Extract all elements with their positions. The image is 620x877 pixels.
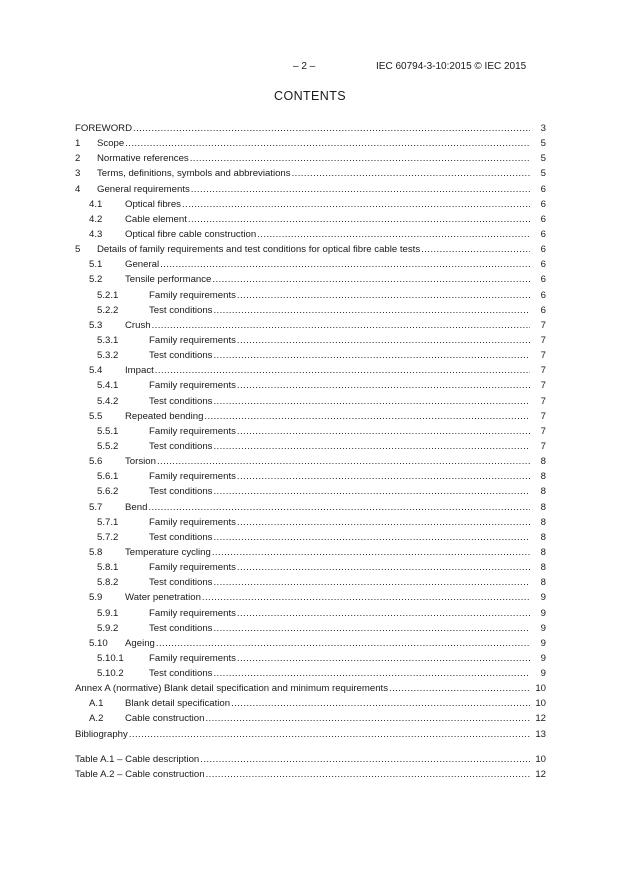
toc-entry-page: 10 bbox=[535, 698, 546, 710]
toc-entry-number: 4 bbox=[75, 183, 81, 195]
toc-entry-label: Repeated bending bbox=[125, 410, 204, 422]
toc-entry[interactable] bbox=[75, 681, 546, 696]
toc-entry-text bbox=[75, 681, 530, 696]
toc-entry-label: Family requirements bbox=[149, 334, 236, 346]
toc-entry-page: 3 bbox=[540, 123, 546, 134]
dot-leader bbox=[125, 136, 530, 151]
toc-entry[interactable] bbox=[75, 636, 546, 651]
toc-entry-number: 5.4 bbox=[89, 365, 103, 377]
toc-entry-label: Table A.2 – Cable construction bbox=[75, 768, 205, 780]
toc-entry-text bbox=[75, 257, 530, 272]
toc-entry-text bbox=[75, 469, 530, 484]
list-of-tables bbox=[75, 752, 546, 782]
dot-leader bbox=[204, 409, 530, 424]
dot-leader bbox=[237, 333, 530, 348]
toc-entry-number: 5.7 bbox=[89, 501, 103, 513]
toc-entry-label: Optical fibre cable construction bbox=[125, 228, 257, 240]
toc-entry-text bbox=[75, 484, 530, 499]
toc-entry-number: 5.5.1 bbox=[97, 425, 119, 437]
toc-entry-number: 5.1 bbox=[89, 259, 103, 271]
toc-entry[interactable] bbox=[75, 666, 546, 681]
toc-entry-number: 5.7.2 bbox=[97, 531, 119, 543]
toc-entry-number: 4.2 bbox=[89, 213, 103, 225]
toc-entry[interactable] bbox=[75, 288, 546, 303]
toc-entry-text bbox=[75, 727, 530, 742]
toc-entry-page: 6 bbox=[540, 213, 546, 225]
toc-entry-text bbox=[75, 621, 530, 636]
toc-entry[interactable] bbox=[75, 197, 546, 212]
toc-entry-page: 6 bbox=[540, 304, 546, 316]
toc-entry-number: 5.3.2 bbox=[97, 350, 119, 362]
toc-entry[interactable] bbox=[75, 333, 546, 348]
toc-entry-page: 7 bbox=[540, 365, 546, 377]
toc-entry[interactable] bbox=[75, 530, 546, 545]
toc-entry-page: 9 bbox=[540, 622, 546, 634]
toc-entry[interactable] bbox=[75, 212, 546, 227]
dot-leader bbox=[237, 469, 530, 484]
toc-entry-label: Test conditions bbox=[149, 486, 213, 498]
dot-leader bbox=[213, 666, 530, 681]
toc-entry-text bbox=[75, 575, 530, 590]
toc-entry-page: 8 bbox=[540, 577, 546, 589]
toc-entry-number: 5.6 bbox=[89, 456, 103, 468]
toc-entry-number: 1 bbox=[75, 138, 81, 150]
toc-entry-label: Torsion bbox=[125, 456, 156, 468]
toc-entry-page: 6 bbox=[540, 274, 546, 286]
dot-leader bbox=[292, 166, 530, 181]
toc-entry[interactable] bbox=[75, 696, 546, 711]
toc-entry-text bbox=[75, 121, 530, 136]
toc-entry-text bbox=[75, 500, 530, 515]
toc-entry-label: Test conditions bbox=[149, 531, 213, 543]
toc-entry-text bbox=[75, 151, 530, 166]
toc-entry-label: FOREWORD bbox=[75, 123, 133, 134]
toc-entry[interactable] bbox=[75, 394, 546, 409]
toc-entry-text bbox=[75, 303, 530, 318]
toc-entry-number: A.2 bbox=[89, 713, 104, 725]
toc-entry-page: 8 bbox=[540, 471, 546, 483]
toc-entry[interactable] bbox=[75, 727, 546, 742]
toc-entry-number: 5.10 bbox=[89, 637, 108, 649]
dot-leader bbox=[213, 348, 530, 363]
toc-entry-page: 7 bbox=[540, 410, 546, 422]
dot-leader bbox=[213, 530, 530, 545]
toc-entry[interactable] bbox=[75, 752, 546, 767]
toc-entry[interactable] bbox=[75, 348, 546, 363]
toc-entry-page: 10 bbox=[535, 753, 546, 765]
toc-entry-label: Family requirements bbox=[149, 652, 236, 664]
dot-leader bbox=[212, 272, 530, 287]
toc-entry-page: 6 bbox=[540, 289, 546, 301]
toc-entry-text bbox=[75, 242, 530, 257]
toc-entry-label: Test conditions bbox=[149, 395, 213, 407]
toc-entry-label: Family requirements bbox=[149, 471, 236, 483]
toc-entry[interactable] bbox=[75, 545, 546, 560]
toc-entry-text bbox=[75, 409, 530, 424]
toc-entry[interactable] bbox=[75, 303, 546, 318]
toc-entry-text bbox=[75, 272, 530, 287]
toc-entry-text bbox=[75, 767, 530, 782]
toc-entry-number: 5.2.2 bbox=[97, 304, 119, 316]
toc-entry[interactable] bbox=[75, 767, 546, 782]
toc-entry-number: 5.5 bbox=[89, 410, 103, 422]
toc-entry[interactable] bbox=[75, 318, 546, 333]
toc-entry[interactable] bbox=[75, 136, 546, 151]
toc-entry-label: Blank detail specification bbox=[125, 698, 231, 710]
toc-entry-label: Test conditions bbox=[149, 440, 213, 452]
page-title: CONTENTS bbox=[274, 89, 346, 103]
toc-entry-text bbox=[75, 394, 530, 409]
toc-entry-page: 6 bbox=[540, 259, 546, 271]
toc-entry-text bbox=[75, 696, 530, 711]
toc-entry-text bbox=[75, 666, 530, 681]
toc-entry-label: Family requirements bbox=[149, 425, 236, 437]
toc-entry[interactable] bbox=[75, 227, 546, 242]
toc-entry-label: Test conditions bbox=[149, 304, 213, 316]
toc-entry-number: 2 bbox=[75, 153, 81, 165]
toc-entry-page: 8 bbox=[540, 546, 546, 558]
toc-entry-number: 5.2.1 bbox=[97, 289, 119, 301]
toc-entry-text bbox=[75, 606, 530, 621]
toc-entry-page: 6 bbox=[540, 244, 546, 256]
toc-entry-label: Bibliography bbox=[75, 728, 128, 740]
toc-entry-page: 7 bbox=[540, 350, 546, 362]
toc-entry-label: Scope bbox=[97, 138, 125, 150]
dot-leader bbox=[182, 197, 530, 212]
dot-leader bbox=[257, 227, 530, 242]
toc-entry-page: 7 bbox=[540, 319, 546, 331]
toc-entry-text bbox=[75, 636, 530, 651]
toc-entry-text bbox=[75, 197, 530, 212]
toc-entry-number: 5.6.1 bbox=[97, 471, 119, 483]
toc-entry-label: Cable construction bbox=[125, 713, 205, 725]
toc-entry-number: 5.10.2 bbox=[97, 668, 124, 680]
toc-entry-label: Details of family requirements and test conditions for optical fibre cable tests bbox=[97, 244, 421, 256]
toc-entry-number: 5 bbox=[75, 244, 81, 256]
toc-entry[interactable] bbox=[75, 409, 546, 424]
toc-entry[interactable] bbox=[75, 182, 546, 197]
toc-entry-label: Tensile performance bbox=[125, 274, 212, 286]
toc-entry-label: Test conditions bbox=[149, 622, 213, 634]
toc-entry-text bbox=[75, 288, 530, 303]
toc-entry-label: Cable element bbox=[125, 213, 187, 225]
toc-entry-label: Crush bbox=[125, 319, 151, 331]
toc-entry[interactable] bbox=[75, 500, 546, 515]
toc-entry-text bbox=[75, 378, 530, 393]
dot-leader bbox=[213, 439, 530, 454]
dot-leader bbox=[160, 257, 530, 272]
toc-entry-text bbox=[75, 530, 530, 545]
toc-entry[interactable] bbox=[75, 166, 546, 181]
dot-leader bbox=[421, 242, 530, 257]
toc-entry[interactable] bbox=[75, 439, 546, 454]
toc-entry-page: 5 bbox=[540, 168, 546, 180]
toc-entry-text bbox=[75, 711, 530, 726]
dot-leader bbox=[237, 515, 530, 530]
toc-entry-label: Normative references bbox=[97, 153, 189, 165]
toc-entry[interactable] bbox=[75, 606, 546, 621]
dot-leader bbox=[133, 121, 530, 136]
toc-entry-label: Family requirements bbox=[149, 562, 236, 574]
toc-entry-label: Temperature cycling bbox=[125, 546, 211, 558]
dot-leader bbox=[188, 212, 530, 227]
toc-entry-page: 12 bbox=[535, 768, 546, 780]
dot-leader bbox=[155, 363, 530, 378]
toc-entry-number: 5.2 bbox=[89, 274, 103, 286]
dot-leader bbox=[129, 727, 530, 742]
toc-entry-page: 8 bbox=[540, 456, 546, 468]
dot-leader bbox=[200, 752, 530, 767]
dot-leader bbox=[237, 288, 530, 303]
toc-entry-label: Test conditions bbox=[149, 350, 213, 362]
toc-entry-label: Terms, definitions, symbols and abbreviations bbox=[97, 168, 291, 180]
dot-leader bbox=[389, 681, 530, 696]
toc-entry-number: 5.3.1 bbox=[97, 334, 119, 346]
toc-entry-number: 5.8.1 bbox=[97, 562, 119, 574]
dot-leader bbox=[152, 318, 530, 333]
dot-leader bbox=[213, 575, 530, 590]
toc-entry-number: 5.10.1 bbox=[97, 652, 124, 664]
toc-entry[interactable] bbox=[75, 484, 546, 499]
toc-entry-label: General bbox=[125, 259, 160, 271]
toc-entry[interactable] bbox=[75, 151, 546, 166]
toc-entry-number: 5.9.1 bbox=[97, 607, 119, 619]
toc-entry-number: 4.1 bbox=[89, 198, 103, 210]
toc-entry-text bbox=[75, 363, 530, 378]
toc-entry-number: 5.7.1 bbox=[97, 516, 119, 528]
toc-entry-text bbox=[75, 348, 530, 363]
toc-entry-page: 6 bbox=[540, 183, 546, 195]
toc-entry-page: 9 bbox=[540, 592, 546, 604]
toc-list bbox=[75, 121, 546, 742]
toc-entry-text bbox=[75, 515, 530, 530]
toc-entry-number: 5.8.2 bbox=[97, 577, 119, 589]
toc-entry-text bbox=[75, 590, 530, 605]
toc-entry-number: A.1 bbox=[89, 698, 104, 710]
dot-leader bbox=[206, 767, 530, 782]
toc-entry-label: Annex A (normative) Blank detail specification and minimum requirements bbox=[75, 683, 389, 695]
toc-entry-text bbox=[75, 136, 530, 151]
toc-entry-page: 8 bbox=[540, 531, 546, 543]
toc-entry-page: 9 bbox=[540, 607, 546, 619]
toc-entry[interactable] bbox=[75, 272, 546, 287]
toc-entry-page: 6 bbox=[540, 228, 546, 240]
toc-entry[interactable] bbox=[75, 363, 546, 378]
toc-entry-text bbox=[75, 166, 530, 181]
toc-entry-page: 7 bbox=[540, 425, 546, 437]
toc-entry[interactable] bbox=[75, 590, 546, 605]
toc-entry-label: Family requirements bbox=[149, 516, 236, 528]
toc-entry-page: 5 bbox=[540, 153, 546, 165]
toc-entry-label: Family requirements bbox=[149, 607, 236, 619]
dot-leader bbox=[148, 500, 530, 515]
toc-entry[interactable] bbox=[75, 711, 546, 726]
toc-entry-text bbox=[75, 318, 530, 333]
dot-leader bbox=[202, 590, 530, 605]
toc-entry-text bbox=[75, 560, 530, 575]
toc-entry-page: 8 bbox=[540, 501, 546, 513]
toc-entry-label: Test conditions bbox=[149, 577, 213, 589]
dot-leader bbox=[212, 545, 530, 560]
dot-leader bbox=[213, 484, 530, 499]
page-header-standard: IEC 60794-3-10:2015 © IEC 2015 bbox=[376, 61, 527, 72]
page-header-number: – 2 – bbox=[293, 61, 316, 72]
dot-leader bbox=[191, 182, 530, 197]
toc-entry-page: 9 bbox=[540, 652, 546, 664]
toc-entry[interactable] bbox=[75, 121, 546, 136]
toc-entry-page: 8 bbox=[540, 486, 546, 498]
dot-leader bbox=[237, 424, 530, 439]
toc-entry[interactable] bbox=[75, 575, 546, 590]
toc-entry-page: 10 bbox=[535, 683, 546, 695]
toc-entry-text bbox=[75, 752, 530, 767]
dot-leader bbox=[156, 636, 530, 651]
dot-leader bbox=[213, 621, 530, 636]
toc-entry-number: 5.3 bbox=[89, 319, 103, 331]
toc-entry[interactable] bbox=[75, 469, 546, 484]
toc-entry-page: 9 bbox=[540, 637, 546, 649]
dot-leader bbox=[205, 711, 530, 726]
toc-entry[interactable] bbox=[75, 651, 546, 666]
toc-entry-page: 7 bbox=[540, 334, 546, 346]
toc-entry-text bbox=[75, 439, 530, 454]
toc-entry-number: 5.5.2 bbox=[97, 440, 119, 452]
toc-entry[interactable] bbox=[75, 621, 546, 636]
toc-entry-page: 9 bbox=[540, 668, 546, 680]
toc-entry[interactable] bbox=[75, 424, 546, 439]
toc-entry-text bbox=[75, 651, 530, 666]
toc-entry-number: 5.9 bbox=[89, 592, 103, 604]
toc-entry-label: Family requirements bbox=[149, 380, 236, 392]
toc-entry-label: Ageing bbox=[125, 637, 155, 649]
toc-entry-number: 5.4.2 bbox=[97, 395, 119, 407]
toc-entry-number: 5.9.2 bbox=[97, 622, 119, 634]
toc-entry-label: Test conditions bbox=[149, 668, 213, 680]
toc-entry-label: Water penetration bbox=[125, 592, 201, 604]
toc-entry-label: General requirements bbox=[97, 183, 190, 195]
toc-entry[interactable] bbox=[75, 515, 546, 530]
toc-entry-text bbox=[75, 333, 530, 348]
dot-leader bbox=[237, 560, 530, 575]
toc-entry-number: 5.8 bbox=[89, 546, 103, 558]
toc-entry-label: Impact bbox=[125, 365, 154, 377]
toc-entry-number: 5.6.2 bbox=[97, 486, 119, 498]
dot-leader bbox=[157, 454, 530, 469]
toc-entry-number: 4.3 bbox=[89, 228, 103, 240]
toc-entry-text bbox=[75, 424, 530, 439]
toc-entry-page: 5 bbox=[540, 138, 546, 150]
toc-entry-text bbox=[75, 182, 530, 197]
toc-entry-number: 3 bbox=[75, 168, 81, 180]
toc-entry-page: 12 bbox=[535, 713, 546, 725]
toc-entry-page: 6 bbox=[540, 198, 546, 210]
dot-leader bbox=[237, 651, 530, 666]
toc-entry-label: Bend bbox=[125, 501, 148, 513]
table-of-contents bbox=[75, 121, 546, 782]
toc-entry-label: Family requirements bbox=[149, 289, 236, 301]
dot-leader bbox=[237, 378, 530, 393]
toc-entry-page: 8 bbox=[540, 516, 546, 528]
toc-entry-text bbox=[75, 227, 530, 242]
toc-entry[interactable] bbox=[75, 560, 546, 575]
dot-leader bbox=[190, 151, 530, 166]
toc-entry[interactable] bbox=[75, 454, 546, 469]
toc-entry[interactable] bbox=[75, 378, 546, 393]
toc-entry-page: 7 bbox=[540, 440, 546, 452]
dot-leader bbox=[237, 606, 530, 621]
toc-entry-page: 7 bbox=[540, 380, 546, 392]
toc-entry[interactable] bbox=[75, 257, 546, 272]
toc-entry-text bbox=[75, 212, 530, 227]
dot-leader bbox=[213, 303, 530, 318]
toc-entry-page: 8 bbox=[540, 562, 546, 574]
toc-entry-number: 5.4.1 bbox=[97, 380, 119, 392]
dot-leader bbox=[231, 696, 530, 711]
toc-entry[interactable] bbox=[75, 242, 546, 257]
dot-leader bbox=[213, 394, 530, 409]
toc-entry-text bbox=[75, 454, 530, 469]
toc-entry-label: Table A.1 – Cable description bbox=[75, 753, 200, 765]
toc-entry-page: 7 bbox=[540, 395, 546, 407]
toc-entry-label: Optical fibres bbox=[125, 198, 181, 210]
toc-entry-text bbox=[75, 545, 530, 560]
toc-entry-page: 13 bbox=[535, 728, 546, 740]
